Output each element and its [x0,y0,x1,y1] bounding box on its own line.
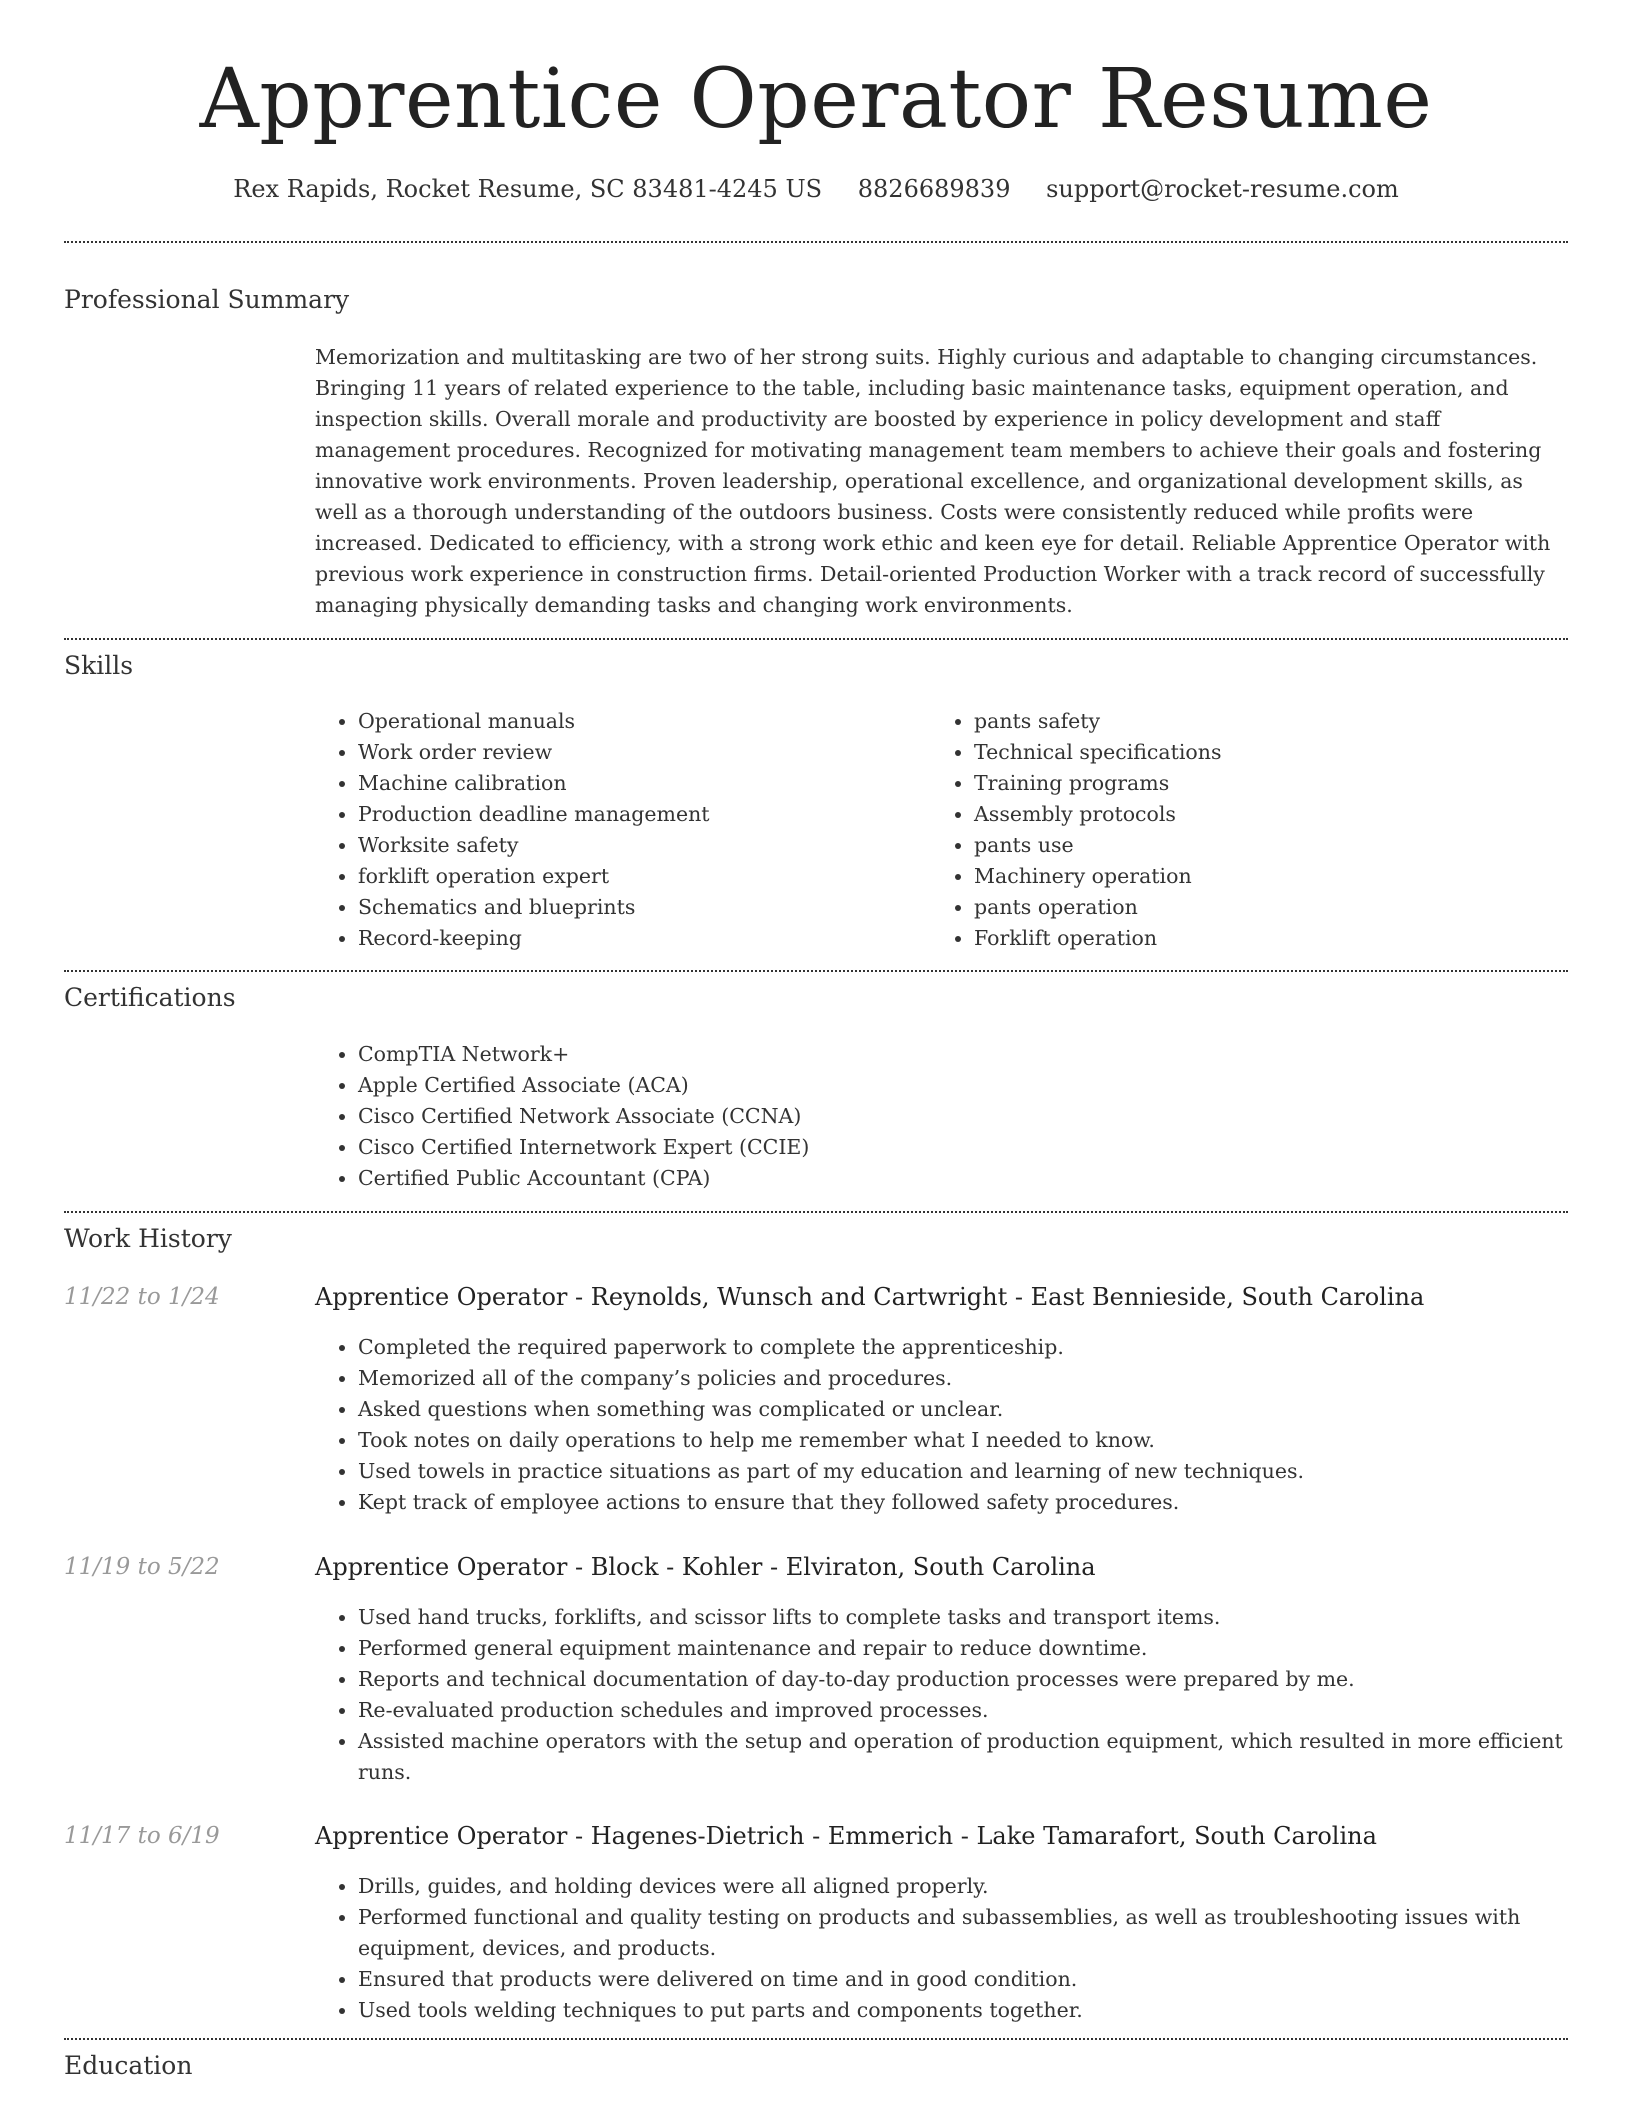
job-bullet: • Kept track of employee actions to ensure that they followed safety procedures. [358,1487,1568,1518]
skill-item: • Technical specifications [974,737,1531,768]
divider [64,970,1568,972]
job-bullet: • Performed functional and quality testing on products and subassemblies, as well as troubleshooting issues with equipment, devices, and products. [358,1902,1568,1964]
job-bullets [315,1602,1568,1788]
certification-item: • Cisco Certified Internetwork Expert (CCIE) [358,1132,1568,1163]
job-bullets [315,1332,1568,1518]
job-bullet: • Used towels in practice situations as part of my education and learning of new techniques. [358,1456,1568,1487]
job-dates: 11/22 to 1/24 [64,1284,220,1310]
job-bullet: • Drills, guides, and holding devices were all aligned properly. [358,1871,1568,1902]
section-title-education: Education [64,2051,193,2080]
job-bullet: • Ensured that products were delivered on time and in good condition. [358,1964,1568,1995]
job-bullets [315,1871,1568,2026]
contact-email: support@rocket-resume.com [1046,175,1399,203]
contact-line [0,173,1632,205]
certification-item: • Apple Certified Associate (ACA) [358,1070,1568,1101]
certification-item: • Certified Public Accountant (CPA) [358,1163,1568,1194]
summary-text: Memorization and multitasking are two of her strong suits. Highly curious and adaptable to changing circumstances. Bringing 11 years of related experience to the table, including basic maintenance tasks, equipment operation, and inspection skills. Overall morale and productivity are boosted by experience in policy development and staff management procedures. Recognized for motivating management team members to achieve their goals and fostering innovative work environments. Proven leadership, operational excellence, and organizational development skills, as well as a thorough understanding of the outdoors business. Costs were consistently reduced while profits were increased. Dedicated to efficiency, with a strong work ethic and keen eye for detail. Reliable Apprentice Operator with previous work experience in construction firms. Detail-oriented Production Worker with a track record of successfully managing physically demanding tasks and changing work environments. [315,345,1551,617]
job-title: Apprentice Operator - Block - Kohler - Elviraton, South Carolina [315,1553,1096,1581]
job-bullet: • Performed general equipment maintenance and repair to reduce downtime. [358,1633,1568,1664]
job-bullet: • Asked questions when something was complicated or unclear. [358,1394,1568,1425]
skill-item: • Worksite safety [358,830,915,861]
skill-item: • Training programs [974,768,1531,799]
skill-item: • pants safety [974,706,1531,737]
divider [64,1211,1568,1213]
summary-section [315,342,1568,621]
skill-item: • Forklift operation [974,923,1531,954]
section-title-summary: Professional Summary [64,285,350,314]
job-bullet: • Memorized all of the company’s policies and procedures. [358,1363,1568,1394]
job-bullet: • Re-evaluated production schedules and improved processes. [358,1695,1568,1726]
job-bullet: • Completed the required paperwork to complete the apprenticeship. [358,1332,1568,1363]
skill-item: • Record-keeping [358,923,915,954]
certifications-list [315,1039,1568,1194]
job-dates: 11/17 to 6/19 [64,1823,220,1849]
divider [64,2038,1568,2040]
divider [64,241,1568,243]
skill-item: • Assembly protocols [974,799,1531,830]
skill-item: • Work order review [358,737,915,768]
skill-item: • Machine calibration [358,768,915,799]
job-title: Apprentice Operator - Hagenes-Dietrich - Emmerich - Lake Tamarafort, South Carolina [315,1822,1377,1850]
contact-address: Rex Rapids, Rocket Resume, SC 83481-4245 US [233,175,823,203]
job-bullet: • Reports and technical documentation of day-to-day production processes were prepared by me. [358,1664,1568,1695]
contact-phone: 8826689839 [857,175,1011,203]
skills-left-column [315,706,915,954]
section-title-skills: Skills [64,651,134,680]
certification-item: • CompTIA Network+ [358,1039,1568,1070]
job-bullet: • Assisted machine operators with the setup and operation of production equipment, which resulted in more efficient runs. [358,1726,1568,1788]
section-title-work-history: Work History [64,1224,232,1253]
job-dates: 11/19 to 5/22 [64,1554,220,1580]
skill-item: • Production deadline management [358,799,915,830]
job-bullet: • Used tools welding techniques to put parts and components together. [358,1995,1568,2026]
skill-item: • Machinery operation [974,861,1531,892]
divider [64,638,1568,640]
job-bullet: • Took notes on daily operations to help me remember what I needed to know. [358,1425,1568,1456]
resume-title: Apprentice Operator Resume [199,52,1433,147]
job-title: Apprentice Operator - Reynolds, Wunsch and Cartwright - East Bennieside, South Carolina [315,1283,1425,1311]
job-bullet: • Used hand trucks, forklifts, and scissor lifts to complete tasks and transport items. [358,1602,1568,1633]
skills-right-column [931,706,1531,954]
skill-item: • pants operation [974,892,1531,923]
skill-item: • pants use [974,830,1531,861]
section-title-certifications: Certifications [64,983,236,1012]
skill-item: • Schematics and blueprints [358,892,915,923]
certification-item: • Cisco Certified Network Associate (CCNA) [358,1101,1568,1132]
skill-item: • forklift operation expert [358,861,915,892]
skill-item: • Operational manuals [358,706,915,737]
